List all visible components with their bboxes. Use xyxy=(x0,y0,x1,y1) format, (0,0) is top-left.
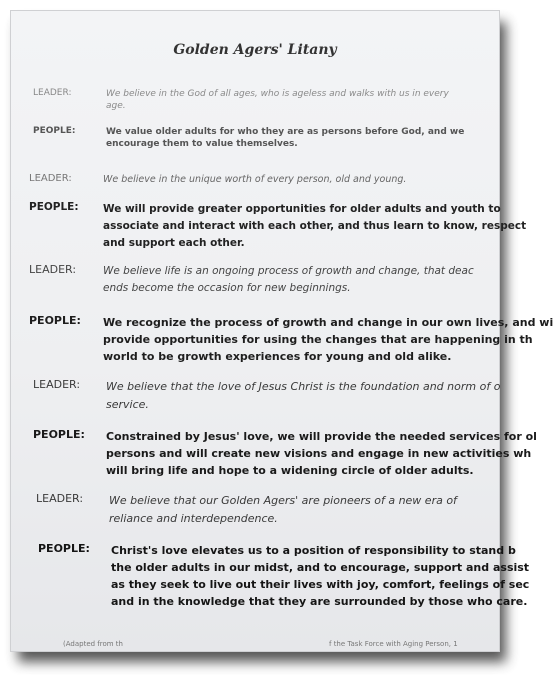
speaker-label: PEOPLE: xyxy=(29,201,79,213)
document-title: Golden Agers' Litany xyxy=(173,42,337,58)
litany-text: We believe in the unique worth of every person, old and young. xyxy=(103,174,407,185)
speaker-label: PEOPLE: xyxy=(29,314,81,327)
litany-text: We believe life is an ongoing process of growth and change, that deac ends become the occasion for new beginnings. xyxy=(103,265,474,294)
litany-text: We believe that our Golden Agers' are pioneers of a new era of reliance and interdependence. xyxy=(109,494,457,525)
speaker-label: LEADER: xyxy=(33,378,81,391)
litany-text: We believe in the God of all ages, who is ageless and walks with us in every age. xyxy=(106,89,449,111)
speaker-label: LEADER: xyxy=(36,492,84,505)
footer-citation-right: f the Task Force with Aging Person, 1 xyxy=(329,640,458,648)
litany-text: We will provide greater opportunities for older adults and youth to associate and interact with each other, and thus learn to know, respect and support each other. xyxy=(103,203,527,249)
speaker-label: PEOPLE: xyxy=(33,428,85,441)
document-sheet xyxy=(10,10,553,652)
speaker-label: PEOPLE: xyxy=(33,126,76,136)
litany-text: We recognize the process of growth and change in our own lives, and wi provide opportunities for using the changes that are happening in th world to be growth experiences for young and old alike. xyxy=(103,316,553,363)
speaker-label: PEOPLE: xyxy=(38,542,90,555)
litany-text: Constrained by Jesus' love, we will provide the needed services for ol persons and will create new visions and engage in new activities wh will bring life and hope to a widening circle of older adults. xyxy=(106,430,537,477)
litany-text: Christ's love elevates us to a position of responsibility to stand b the older adults in our midst, and to encourage, support and assist as they seek to live out their lives with joy, comfort, feelings of sec and in the knowledge that they are surrounded by those who care. xyxy=(111,544,530,608)
speaker-label: LEADER: xyxy=(29,173,72,184)
litany-text: We believe that the love of Jesus Christ is the foundation and norm of o service. xyxy=(106,380,501,411)
speaker-label: LEADER: xyxy=(29,263,77,276)
speaker-label: LEADER: xyxy=(33,88,72,98)
footer-citation-left: (Adapted from th xyxy=(63,640,123,648)
litany-text: We value older adults for who they are as persons before God, and we encourage them to value themselves. xyxy=(106,127,465,149)
